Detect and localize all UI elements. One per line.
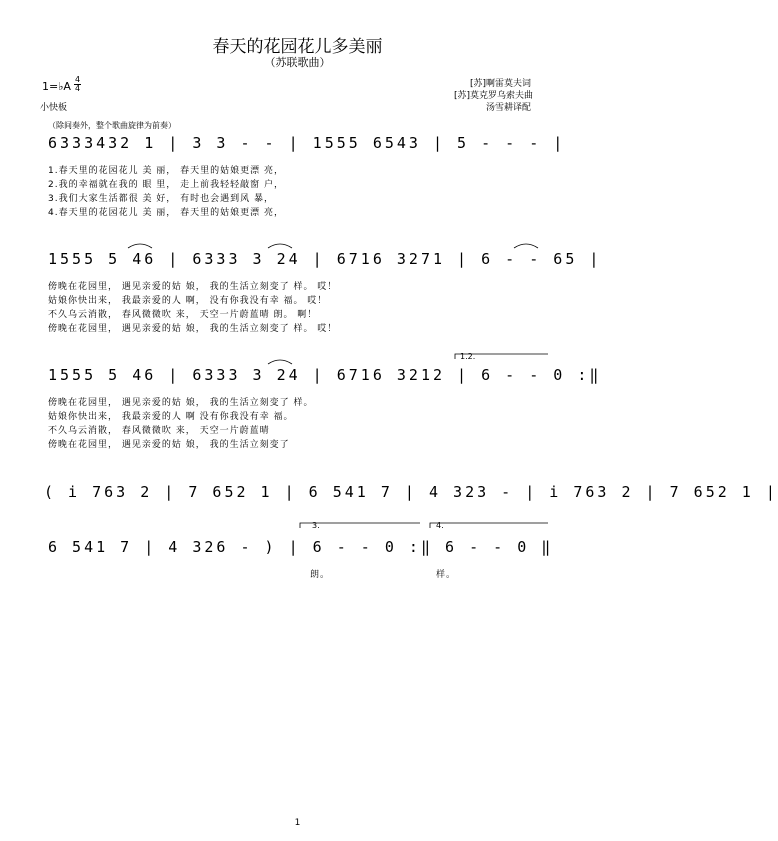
score-system-1: 6333432 1 | 3 3 - - | 1555 6543 | 5 - - - | <box>48 134 566 152</box>
lyricist-credit: [苏]啊雷莫夫词 <box>470 79 532 89</box>
score-system-2: 1555 5 46 | 6333 3 24 | 6716 3271 | 6 - - 65 | <box>48 250 602 268</box>
lyric-line: 傍晚在花园里， 遇见亲爱的姑 娘， 我的生活立刻变了 <box>48 440 290 450</box>
score-system-4: ( i 763 2 | 7 652 1 | 6 541 7 | 4 323 - | i 763 2 | 7 652 1 | <box>44 483 778 501</box>
score-system-3: 1555 5 46 | 6333 3 24 | 6716 3212 | 6 - - 0 :‖ <box>48 366 602 384</box>
lyric-line: 2.我的幸福就在我的 眼 里， 走上前我轻轻敲窗 户， <box>48 180 285 190</box>
volta-4: 4. <box>436 521 444 530</box>
lyric-line: 3.我们大家生活都很 美 好， 有时也会遇到风 暴， <box>48 194 275 204</box>
lyric-line: 朗。 <box>310 570 331 580</box>
slur <box>514 244 538 248</box>
tempo-marking: 小快板 <box>40 103 68 113</box>
volta-bracket <box>430 523 548 528</box>
lyric-line: 姑娘你快出来， 我最亲爱的人 啊 没有你我没有幸 福。 <box>48 412 294 422</box>
lyric-line: 4.春天里的花园花儿 美 丽， 春天里的姑娘更漂 亮， <box>48 208 285 218</box>
slur <box>268 244 292 248</box>
volta-bracket <box>455 354 548 359</box>
intro-note: （除间奏外，整个歌曲旋律为前奏） <box>48 121 176 130</box>
song-title: 春天的花园花儿多美丽 <box>212 37 383 57</box>
composer-credit: [苏]莫克罗乌索夫曲 <box>454 91 534 101</box>
lyric-line: 样。 <box>436 570 457 580</box>
lyric-line: 傍晚在花园里， 遇见亲爱的姑 娘， 我的生活立刻变了 样。 哎！ <box>48 282 338 292</box>
lyric-line: 不久乌云消散， 春风微微吹 来， 天空一片蔚蓝晴 <box>48 426 270 436</box>
slur <box>268 360 292 364</box>
time-signature-top: 4 <box>74 75 81 84</box>
key-signature: 1=♭A <box>42 80 71 93</box>
volta-1-2: 1.2. <box>460 352 476 361</box>
lyric-line: 姑娘你快出来， 我最亲爱的人 啊， 没有你我没有幸 福。 哎！ <box>48 296 328 306</box>
song-subtitle: （苏联歌曲） <box>264 56 331 69</box>
time-signature-bottom: 4 <box>74 84 81 93</box>
lyric-line: 傍晚在花园里， 遇见亲爱的姑 娘， 我的生活立刻变了 样。 <box>48 398 314 408</box>
lyric-line: 傍晚在花园里， 遇见亲爱的姑 娘， 我的生活立刻变了 样。 哎！ <box>48 324 338 334</box>
arranger-credit: 汤雪耕译配 <box>486 103 532 113</box>
page-number: 1 <box>294 818 301 828</box>
lyric-line: 1.春天里的花园花儿 美 丽， 春天里的姑娘更漂 亮， <box>48 166 285 176</box>
slur <box>128 244 152 248</box>
score-system-5: 6 541 7 | 4 326 - ) | 6 - - 0 :‖ 6 - - 0 ‖ <box>48 538 554 556</box>
volta-bracket <box>300 523 420 528</box>
volta-3: 3. <box>312 521 320 530</box>
lyric-line: 不久乌云消散， 春风微微吹 来， 天空一片蔚蓝晴 朗。 啊！ <box>48 310 318 320</box>
